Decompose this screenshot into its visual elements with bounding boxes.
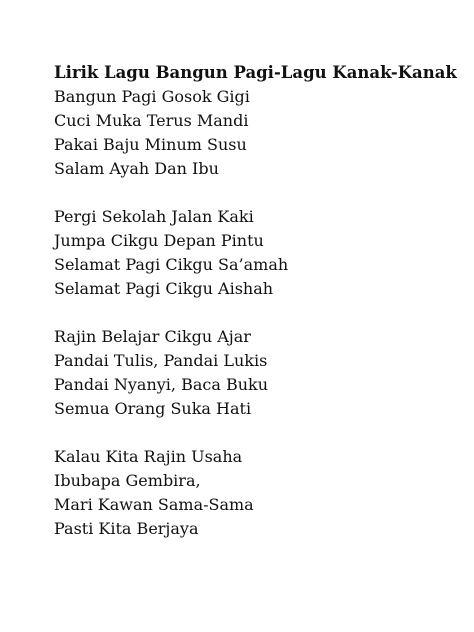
lyric-line: Cuci Muka Terus Mandi — [54, 111, 249, 130]
lyric-line: Pandai Tulis, Pandai Lukis — [54, 351, 268, 370]
lyric-line: Jumpa Cikgu Depan Pintu — [54, 231, 264, 250]
stanza-2 — [54, 205, 464, 301]
lyric-line: Salam Ayah Dan Ibu — [54, 159, 219, 178]
document-title: Lirik Lagu Bangun Pagi-Lagu Kanak-Kanak — [54, 63, 457, 82]
stanza-1 — [54, 85, 464, 181]
lyric-line: Pandai Nyanyi, Baca Buku — [54, 375, 269, 394]
lyric-line: Pasti Kita Berjaya — [54, 519, 199, 538]
stanza-3 — [54, 325, 464, 421]
lyric-line: Semua Orang Suka Hati — [54, 399, 252, 418]
lyric-line: Mari Kawan Sama-Sama — [54, 495, 254, 514]
lyric-line: Bangun Pagi Gosok Gigi — [54, 87, 250, 106]
lyric-line: Pergi Sekolah Jalan Kaki — [54, 207, 254, 226]
lyric-line: Selamat Pagi Cikgu Sa’amah — [54, 255, 289, 274]
lyric-line: Pakai Baju Minum Susu — [54, 135, 247, 154]
stanza-4 — [54, 445, 464, 541]
lyric-line: Rajin Belajar Cikgu Ajar — [54, 327, 251, 346]
lyric-line: Kalau Kita Rajin Usaha — [54, 447, 243, 466]
lyric-line: Ibubapa Gembira, — [54, 471, 201, 490]
lyric-line: Selamat Pagi Cikgu Aishah — [54, 279, 274, 298]
document-page — [54, 61, 464, 565]
